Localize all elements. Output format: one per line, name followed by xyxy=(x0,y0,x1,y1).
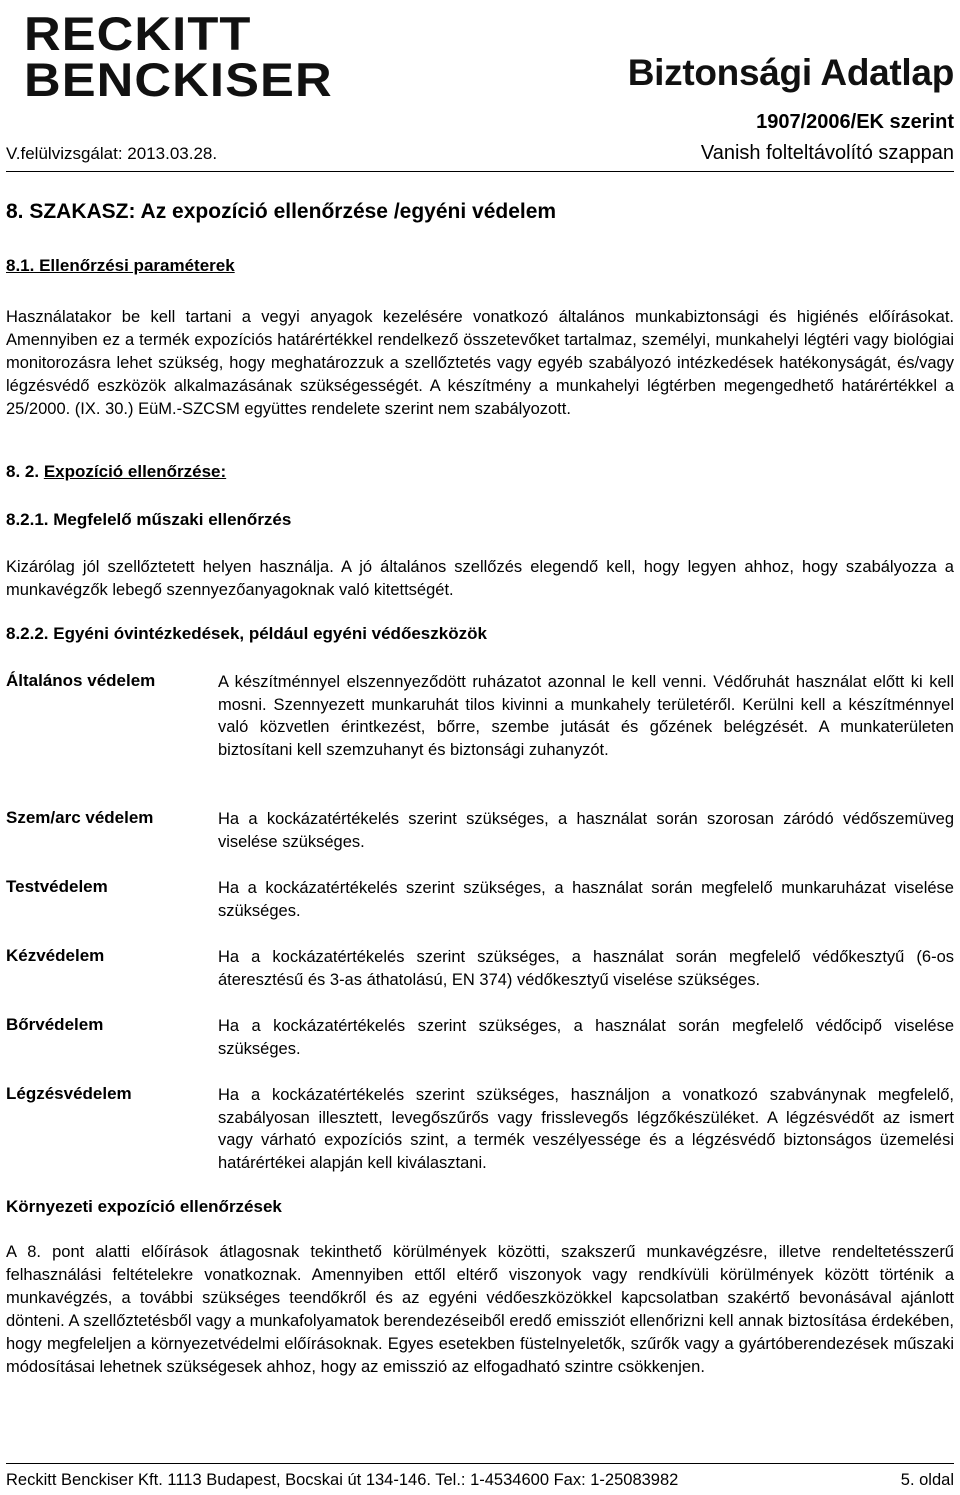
regulation-label: 1907/2006/EK szerint xyxy=(756,111,954,133)
protection-label-skin: Bőrvédelem xyxy=(6,1015,104,1034)
environment-heading: Környezeti expozíció ellenőrzések xyxy=(6,1197,282,1216)
subsection-8-1-text: Használatakor be kell tartani a vegyi anyagok kezelésére vonatkozó általános munkabiztonsági és higiénés előírásokat. Amennyiben ez a termék expozíciós határértékkel rendelkező összetevőket tartalmaz, személyi, munkahelyi légtéri vagy biológiai monitorozásra lehet szükség, hogy meghatározzuk a szellőztetés vagy egyéb szabályozó intézkedések hatékonyságát, és/vagy légzésvédő eszközök alkalmazásának szükségességét. A készítmény a munkahelyi légtérben megengedhető határértékkel a 25/2000. (IX. 30.) EüM.-SZCSM együttes rendelete szerint nem szabályozott. xyxy=(6,308,954,418)
protection-text-skin: Ha a kockázatértékelés szerint szükséges, a használat során megfelelő védőcipő viselése szükséges. xyxy=(218,1017,954,1058)
product-name: Vanish folteltávolító szappan xyxy=(700,142,954,164)
logo-line2: BENCKISER xyxy=(24,53,333,106)
subsection-8-2-number: 8. 2. xyxy=(6,462,40,481)
revision-date: V.felülvizsgálat: 2013.03.28. xyxy=(6,144,218,163)
subsection-8-2-title: Expozíció ellenőrzése: xyxy=(43,462,227,481)
protection-text-hand: Ha a kockázatértékelés szerint szükséges, a használat során megfelelő védőkesztyű (6-os áteresztésű és 3-as áthatolású, EN 374) védőkesztyű viselése szükséges. xyxy=(218,948,954,989)
environment-text: A 8. pont alatti előírások átlagosnak tekinthető körülmények közötti, szakszerű munkavégzésre, illetve rendeltetésszerű felhasználási feltételekre vonatkoznak. Amennyiben ettől eltérő viszonyok vagy rendkívüli körülmények között történik a munkavégzés, a további szükséges teendőkről és az egyéni védőeszközökkel kapcsolatban szakértő bevonásával ajánlott dönteni. A szellőztetésből vagy a munkafolyamatok berendezéseiből eredő emissziót ellenőrizni kell annak biztosítása érdekében, hogy megfeleljen a környezetvédelmi előírásoknak. Egyes esetekben füstelnyeletők, szűrők vagy a gyártóberendezések műszaki módosításai lehetnek szükségesek ahhoz, hogy az emisszió az elfogadható szintre csökkenjen. xyxy=(6,1243,954,1376)
protection-text-body: Ha a kockázatértékelés szerint szükséges, a használat során megfelelő munkaruházat viselése szükséges. xyxy=(218,879,954,920)
protection-label-eye: Szem/arc védelem xyxy=(6,808,154,827)
subsection-8-2-2-heading: 8.2.2. Egyéni óvintézkedések, például egyéni védőeszközök xyxy=(6,624,487,643)
subsection-8-2-1-heading: 8.2.1. Megfelelő műszaki ellenőrzés xyxy=(6,510,292,529)
protection-label-general: Általános védelem xyxy=(6,671,156,690)
page-number: 5. oldal xyxy=(900,1471,954,1489)
subsection-8-2-1-text: Kizárólag jól szellőztetett helyen használja. A jó általános szellőzés elegendő kell, hogy legyen ahhoz, hogy szabályozza a munkavégzők lebegő szennyezőanyagoknak való kitettségét. xyxy=(6,558,954,599)
section-heading: 8. SZAKASZ: Az expozíció ellenőrzése /egyéni védelem xyxy=(6,200,557,223)
subsection-8-1-heading: 8.1. Ellenőrzési paraméterek xyxy=(6,256,235,275)
protection-label-respiratory: Légzésvédelem xyxy=(6,1084,132,1103)
footer-company: Reckitt Benckiser Kft. 1113 Budapest, Bocskai út 134-146. Tel.: 1-4534600 Fax: 1-25083982 xyxy=(6,1471,679,1489)
protection-text-general: A készítménnyel elszennyeződött ruházatot azonnal le kell venni. Védőruhát használat előtt ki kell mosni. Szennyezett munkaruhát tilos kivinni a munkahely területéről. Kerülni kell a készítménnyel való közvetlen érintkezést, bőrre, szembe jutását és gőzének belégzését. A munkaterületen biztosítani kell szemzuhanyt és biztonsági zuhanyzót. xyxy=(218,673,954,759)
protection-text-respiratory: Ha a kockázatértékelés szerint szükséges, használjon a vonatkozó szabványnak megfelelő, szabályosan illesztett, levegőszűrős vagy frisslevegős légzőkészüléket. A légzésvédőt az ismert vagy várható expozíciós szint, a termék veszélyessége és a légzésvédő biztonságos üzemelési határértékei alapján kell kiválasztani. xyxy=(218,1086,954,1172)
protection-text-eye: Ha a kockázatértékelés szerint szükséges, a használat során szorosan záródó védőszemüveg viselése szükséges. xyxy=(218,810,954,851)
protection-label-hand: Kézvédelem xyxy=(6,946,105,965)
document-title: Biztonsági Adatlap xyxy=(627,52,954,93)
footer-divider xyxy=(6,1463,954,1464)
footer xyxy=(6,1471,954,1490)
logo-line1: RECKITT xyxy=(24,7,252,60)
protection-label-body: Testvédelem xyxy=(6,877,108,896)
subsection-8-2-heading xyxy=(6,462,226,482)
company-logo xyxy=(24,7,333,106)
header-divider xyxy=(6,171,954,172)
